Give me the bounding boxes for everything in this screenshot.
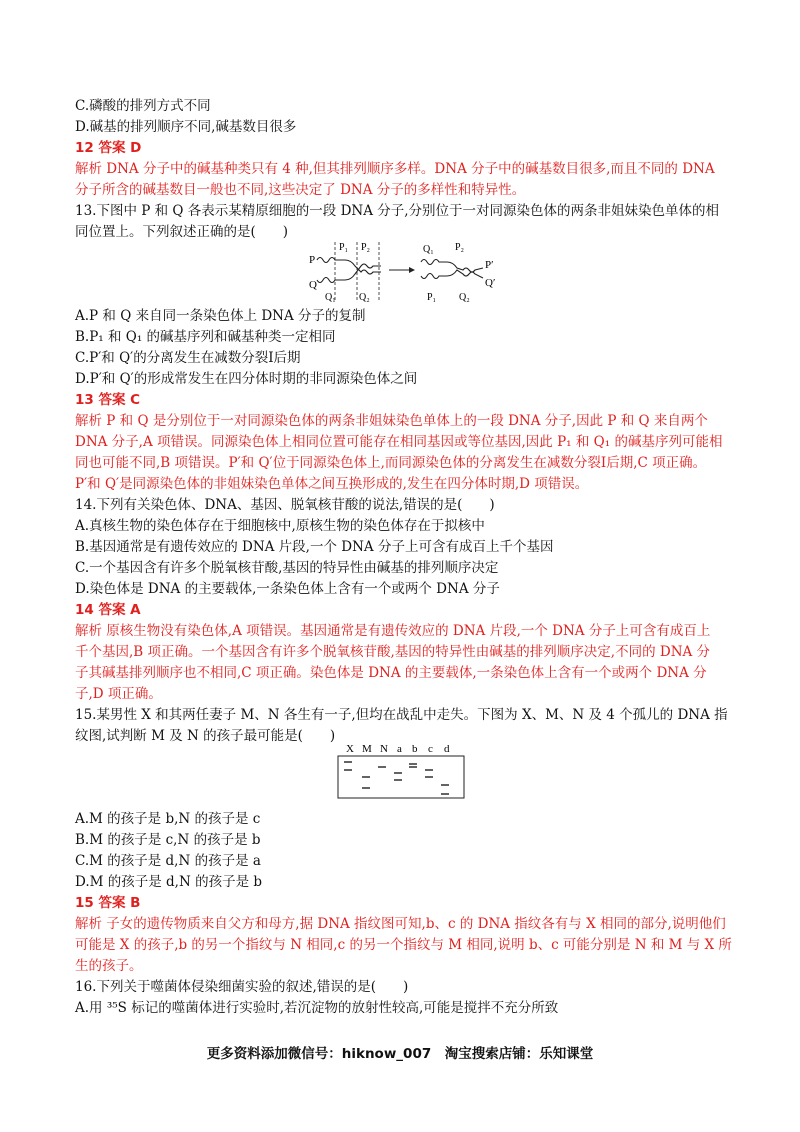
gel-label-a: a bbox=[397, 743, 402, 755]
q14-explanation-line-1: 解析 原核生物没有染色体,A 项错误。基因通常是有遗传效应的 DNA 片段,一个 DNA 分子上可含有成百上 bbox=[75, 623, 711, 639]
q15-stem-line-2: 纹图,试判断 M 及 N 的孩子最可能是( ) bbox=[75, 728, 336, 744]
label-P2-left: P₂ bbox=[361, 242, 371, 253]
label-Q1-right: Q₁ bbox=[423, 244, 434, 255]
q15-option-c: C.M 的孩子是 d,N 的孩子是 a bbox=[75, 853, 261, 869]
q14-explanation-line-2: 千个基因,B 项正确。一个基因含有许多个脱氧核苷酸,基因的特异性由碱基的排列顺序决定,不同的 DNA 分 bbox=[75, 644, 711, 660]
q13-explanation-line-1: 解析 P 和 Q 是分别位于一对同源染色体的两条非姐妹染色单体上的一段 DNA 分子,因此 P 和 Q 来自两个 bbox=[75, 413, 708, 429]
gel-label-c: c bbox=[428, 743, 433, 755]
q14-stem: 14.下列有关染色体、DNA、基因、脱氧核苷酸的说法,错误的是( ) bbox=[75, 497, 495, 513]
gel-lane-labels bbox=[346, 743, 450, 755]
q13-stem-line-2: 同位置上。下列叙述正确的是( ) bbox=[75, 224, 289, 240]
q13-option-b: B.P₁ 和 Q₁ 的碱基序列和碱基种类一定相同 bbox=[75, 329, 336, 345]
dna-fingerprint-gel bbox=[336, 742, 472, 802]
page-footer: 更多资料添加微信号：hiknow_007 淘宝搜索店铺：乐知课堂 bbox=[206, 1046, 594, 1062]
q15-option-d: D.M 的孩子是 d,N 的孩子是 b bbox=[75, 874, 263, 890]
label-Q-prime: Q′ bbox=[485, 277, 496, 289]
gel-label-d: d bbox=[444, 743, 450, 755]
q13-option-d: D.P′和 Q′的形成常发生在四分体时期的非同源染色体之间 bbox=[75, 371, 418, 387]
label-P1-right: P₁ bbox=[427, 292, 437, 303]
q16-stem: 16.下列关于噬菌体侵染细菌实验的叙述,错误的是( ) bbox=[75, 979, 409, 995]
label-P2-right: P₂ bbox=[455, 242, 465, 253]
q12-explanation-line-2: 分子所含的碱基数目一般也不同,这些决定了 DNA 分子的多样性和特异性。 bbox=[75, 182, 526, 198]
crossover-after-panel bbox=[421, 242, 495, 303]
gel-label-N: N bbox=[380, 743, 388, 755]
q13-explanation-line-4: P′和 Q′是同源染色体的非姐妹染色单体之间互换形成的,发生在四分体时期,D 项错误。 bbox=[75, 476, 589, 492]
gel-label-b: b bbox=[412, 743, 418, 755]
gel-label-M: M bbox=[362, 743, 372, 755]
q15-explanation-line-2: 可能是 X 的孩子,b 的另一个指纹与 N 相同,c 的另一个指纹与 M 相同,说明 b、c 可能分别是 N 和 M 与 X 所 bbox=[75, 937, 732, 953]
gel-frame bbox=[338, 756, 464, 798]
label-P-prime: P′ bbox=[485, 259, 494, 271]
q15-answer: 15 答案 B bbox=[75, 895, 141, 911]
q13-stem-line-1: 13.下图中 P 和 Q 各表示某精原细胞的一段 DNA 分子,分别位于一对同源染色体的两条非姐妹染色单体的相 bbox=[75, 203, 720, 219]
q12-option-c: C.磷酸的排列方式不同 bbox=[75, 98, 211, 114]
q12-explanation-line-1: 解析 DNA 分子中的碱基种类只有 4 种,但其排列顺序多样。DNA 分子中的碱基数目很多,而且不同的 DNA bbox=[75, 161, 715, 177]
q13-option-a: A.P 和 Q 来自同一条染色体上 DNA 分子的复制 bbox=[75, 308, 366, 324]
q12-option-d: D.碱基的排列顺序不同,碱基数目很多 bbox=[75, 119, 297, 135]
label-Q2-right: Q₂ bbox=[459, 292, 470, 303]
q13-explanation-line-2: DNA 分子,A 项错误。同源染色体上相同位置可能存在相同基因或等位基因,因此 P₁ 和 Q₁ 的碱基序列可能相 bbox=[75, 434, 723, 450]
q15-option-a: A.M 的孩子是 b,N 的孩子是 c bbox=[75, 811, 261, 827]
gel-label-X: X bbox=[346, 743, 354, 755]
label-Q: Q bbox=[309, 279, 317, 291]
q14-option-b: B.基因通常是有遗传效应的 DNA 片段,一个 DNA 分子上可含有成百上千个基因 bbox=[75, 539, 554, 555]
q14-option-c: C.一个基因含有许多个脱氧核苷酸,基因的特异性由碱基的排列顺序决定 bbox=[75, 560, 499, 576]
label-P: P bbox=[309, 254, 316, 266]
q14-option-d: D.染色体是 DNA 的主要载体,一条染色体上含有一个或两个 DNA 分子 bbox=[75, 581, 500, 597]
q13-answer: 13 答案 C bbox=[75, 392, 141, 408]
q15-explanation-line-1: 解析 子女的遗传物质来自父方和母方,据 DNA 指纹图可知,b、c 的 DNA 指纹各有与 X 相同的部分,说明他们 bbox=[75, 916, 726, 932]
label-Q1-left: Q₁ bbox=[325, 292, 336, 303]
label-P1-left: P₁ bbox=[339, 242, 349, 253]
gel-bands bbox=[344, 762, 449, 794]
q15-stem-line-1: 15.某男性 X 和其两任妻子 M、N 各生有一子,但均在战乱中走失。下图为 X、M、N 及 4 个孤儿的 DNA 指 bbox=[75, 707, 728, 723]
q12-answer: 12 答案 D bbox=[75, 140, 142, 156]
q14-explanation-line-4: 子,D 项正确。 bbox=[75, 686, 162, 702]
q13-option-c: C.P′和 Q′的分离发生在减数分裂Ⅰ后期 bbox=[75, 350, 301, 366]
label-Q2-left: Q₂ bbox=[359, 292, 370, 303]
q15-option-b: B.M 的孩子是 c,N 的孩子是 b bbox=[75, 832, 261, 848]
q14-option-a: A.真核生物的染色体存在于细胞核中,原核生物的染色体存在于拟核中 bbox=[75, 518, 485, 534]
q13-explanation-line-3: 同也可能不同,B 项错误。P′和 Q′位于同源染色体上,而同源染色体的分离发生在减数分裂Ⅰ后期,C 项正确。 bbox=[75, 455, 707, 471]
q14-explanation-line-3: 子其碱基排列顺序也不相同,C 项正确。染色体是 DNA 的主要载体,一条染色体上含有一个或两个 DNA 分 bbox=[75, 665, 707, 681]
crossover-before-panel bbox=[309, 242, 381, 303]
arrow-icon bbox=[409, 267, 415, 273]
q15-explanation-line-3: 生的孩子。 bbox=[75, 958, 143, 974]
q16-option-a: A.用 ³⁵S 标记的噬菌体进行实验时,若沉淀物的放射性较高,可能是搅拌不充分所致 bbox=[75, 1000, 559, 1016]
crossover-diagram bbox=[305, 240, 505, 306]
q14-answer: 14 答案 A bbox=[75, 602, 141, 618]
